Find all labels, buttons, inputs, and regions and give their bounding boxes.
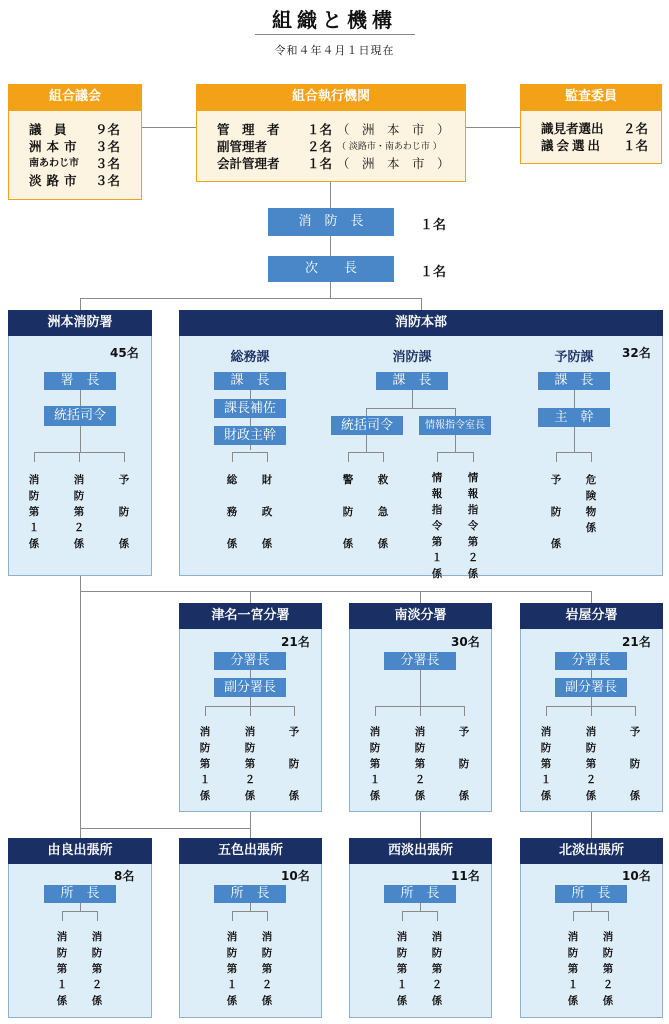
branch-tick [250,706,251,716]
section-label: 消 防 第 ２ 係 [585,726,597,802]
yobo-tick [591,452,592,462]
branch-head-box: 分署長 [384,652,456,670]
assembly-row-label: 洲本市 [29,139,82,154]
vice-branch-line [80,298,422,299]
section-label: 消 防 第 １ 係 [369,726,381,802]
soumu-sub1-box: 課長補佐 [214,399,286,418]
audit-box [520,110,662,164]
shobo-sub1-box: 統括司令 [331,416,403,435]
sumoto-down-line [80,576,81,838]
executive-row-city: （ 洲 本 市 ） [337,122,450,137]
assembly-row-label: 議 員 [29,122,67,137]
sumoto-link [80,390,81,406]
section-label: 消 防 第 ２ 係 [602,931,614,1007]
yobo-boss-box: 課 長 [538,372,610,390]
sumoto-count: 45名 [110,346,139,360]
section-label: 消 防 第 ２ 係 [244,726,256,802]
branch-tick [420,706,421,716]
office-tick [267,911,268,921]
section-label: 消 防 第 ２ 係 [261,931,273,1007]
section-label: 予 防 係 [629,726,641,802]
branch-link [591,670,592,678]
yobo-bar [556,452,592,453]
to-hq-line [421,298,422,310]
shobo-sub2-box: 情報指令室長 [419,416,491,435]
office-tick [608,911,609,921]
section-label: 予 防 係 [118,474,130,550]
to-office-line [591,812,592,838]
soumu-title: 総務課 [230,350,270,365]
vice-down-line [330,282,331,298]
assembly-box [8,110,142,200]
office-count: 10名 [281,869,310,883]
fire-chief-box: 消 防 長 [268,208,394,236]
section-label: 予 防 係 [458,726,470,802]
branch-link [250,670,251,678]
branch-header: 岩屋分署 [520,603,663,629]
section-label: 消 防 第 １ 係 [567,931,579,1007]
office-head-box: 所 長 [384,885,456,903]
sumoto-link [80,426,81,452]
section-label: 救 急 係 [377,474,389,550]
branch-link [420,670,421,706]
section-label: 消 防 第 ２ 係 [91,931,103,1007]
executive-row-city: （ 洲 本 市 ） [337,156,450,171]
page-title: 組織と機構 [272,8,397,32]
executive-row-count: １名 [307,122,333,137]
executive-box [196,110,466,182]
section-label: 消 防 第 ２ 係 [414,726,426,802]
sumoto-head-box: 署 長 [44,372,116,390]
section-label: 消 防 第 １ 係 [56,931,68,1007]
executive-row-role: 管 理 者 [217,122,280,137]
office-bar [402,911,438,912]
to-sumoto-line [80,298,81,310]
deputy-chief-count: １名 [420,265,447,280]
section-label: 消 防 第 １ 係 [28,474,40,550]
yobo-tick [556,452,557,462]
branch-count: 30名 [451,635,480,649]
shobo-bar [437,452,474,453]
branch-sub-box: 副分署長 [555,678,627,697]
yobo-sub1-box: 主 幹 [538,408,610,427]
yobo-link [574,427,575,452]
section-label: 消 防 第 １ 係 [199,726,211,802]
shobo-tick [437,452,438,462]
office-tick [573,911,574,921]
section-label: 予 防 係 [550,474,562,550]
office-header: 西淡出張所 [349,838,492,864]
shobo-bar [366,408,456,409]
section-label: 予 防 係 [288,726,300,802]
branch-head-box: 分署長 [214,652,286,670]
branch-link [250,697,251,706]
shobo-boss-box: 課 長 [376,372,448,390]
hq-header: 消防本部 [179,310,663,336]
office-count: 10名 [622,869,651,883]
section-label: 消 防 第 １ 係 [540,726,552,802]
deputy-chief-box: 次 長 [268,256,394,282]
section-label: 消 防 第 １ 係 [226,931,238,1007]
to-branch-line [420,591,421,603]
branch-tick [375,706,376,716]
branch-tick [464,706,465,716]
branch-header: 津名一宮分署 [179,603,322,629]
office-header: 由良出張所 [8,838,152,864]
executive-row-count: １名 [307,156,333,171]
shobo-link [412,390,413,408]
sumoto-sub-box: 統括司令 [44,406,116,426]
assembly-row-label: 南あわじ市 [29,158,79,169]
shobo-link [455,435,456,452]
section-label: 総 務 係 [226,474,238,550]
executive-row-city: （ 淡路市・南あわじ市 ） [337,142,442,152]
branch-tick [591,706,592,716]
section-label: 財 政 係 [261,474,273,550]
as-of-date: 令和４年４月１日現在 [274,44,395,57]
office-count: 11名 [451,869,480,883]
sumoto-tick [79,452,80,462]
office-link [591,903,592,911]
office-bar [573,911,609,912]
title-underline [255,34,415,35]
executive-header: 組合執行機関 [196,84,466,110]
office-bar [232,911,268,912]
office-tick [402,911,403,921]
office-bus-line [80,828,250,829]
shobo-tick [366,408,367,416]
assembly-header: 組合議会 [8,84,142,110]
exec-to-chief-line [330,182,331,208]
executive-row-role: 会計管理者 [217,156,280,171]
shobo-tick [455,408,456,416]
branch-sub-box: 副分署長 [214,678,286,697]
sumoto-tick [34,452,35,462]
shobo-tick [348,452,349,462]
branch-tick [546,706,547,716]
office-link [420,903,421,911]
section-label: 消 防 第 ２ 係 [73,474,85,550]
to-office-line [420,812,421,838]
branch-head-box: 分署長 [555,652,627,670]
section-label: 情 報 指 令 第 １ 係 [431,472,443,580]
shobo-link [366,435,367,452]
to-branch-line [591,591,592,603]
branch-count: 21名 [281,635,310,649]
branch-link [591,697,592,706]
audit-row-count: １名 [623,138,649,153]
office-head-box: 所 長 [555,885,627,903]
office-header: 五色出張所 [179,838,322,864]
shobo-tick [383,452,384,462]
office-tick [62,911,63,921]
office-tick [232,911,233,921]
branch-count: 21名 [622,635,651,649]
audit-row-label: 識見者選出 [541,121,604,136]
assembly-row-count: ３名 [95,156,121,171]
audit-row-label: 議会選出 [541,138,604,153]
branch-tick [635,706,636,716]
office-tick [437,911,438,921]
executive-row-count: ２名 [307,139,333,154]
audit-row-count: ２名 [623,121,649,136]
soumu-tick [267,452,268,462]
shobo-title: 消防課 [392,350,432,365]
yobo-title: 予防課 [554,350,594,365]
section-label: 危 険 物 係 [585,474,597,534]
office-tick [97,911,98,921]
assembly-row-count: ３名 [95,139,121,154]
office-link [250,903,251,911]
to-office-line [250,812,251,838]
office-count: 8名 [114,869,135,883]
office-link [80,903,81,911]
shobo-bar [348,452,384,453]
office-header: 北淡出張所 [520,838,663,864]
office-bar [62,911,98,912]
yobo-link [574,390,575,408]
office-head-box: 所 長 [44,885,116,903]
branch-tick [294,706,295,716]
assembly-row-count: ９名 [95,122,121,137]
branch-bus-line [80,591,592,592]
soumu-bar [232,452,268,453]
to-branch-line [250,591,251,603]
fire-chief-count: １名 [420,218,447,233]
shobo-tick [473,452,474,462]
soumu-tick [232,452,233,462]
section-label: 消 防 第 １ 係 [396,931,408,1007]
sumoto-tick [124,452,125,462]
executive-row-role: 副管理者 [217,139,268,154]
hq-count: 32名 [622,346,651,360]
section-label: 情 報 指 令 第 ２ 係 [467,472,479,580]
section-label: 消 防 第 ２ 係 [431,931,443,1007]
audit-header: 監査委員 [520,84,662,110]
branch-tick [205,706,206,716]
section-label: 警 防 係 [342,474,354,550]
assembly-row-label: 淡路市 [29,173,82,188]
chief-to-vice-line [330,236,331,256]
soumu-sub2-box: 財政主幹 [214,426,286,445]
assembly-row-count: ３名 [95,173,121,188]
sumoto-station-header: 洲本消防署 [8,310,152,336]
soumu-boss-box: 課 長 [214,372,286,390]
office-head-box: 所 長 [214,885,286,903]
branch-header: 南淡分署 [349,603,492,629]
